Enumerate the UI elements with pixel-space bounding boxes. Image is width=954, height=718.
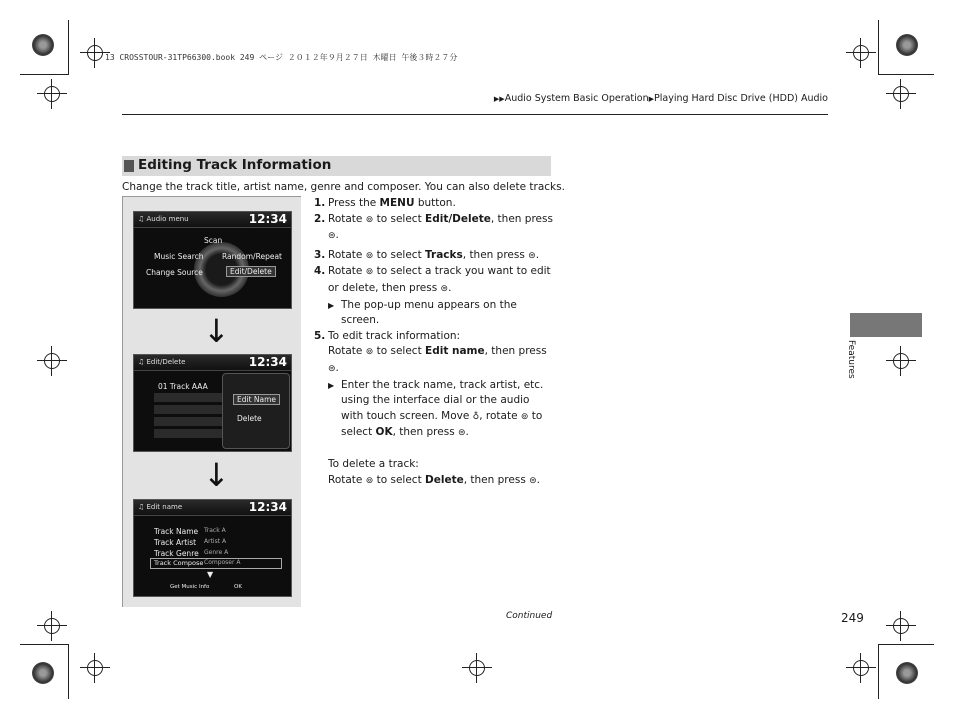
- crop-mark: [68, 644, 69, 699]
- rotate-dial-icon: ⊚: [365, 214, 374, 225]
- step-1: [314, 196, 554, 212]
- section-title: Editing Track Information: [138, 157, 332, 173]
- field-label-track-genre: Track Genre: [154, 549, 199, 558]
- screen-title: ♫ Edit/Delete: [138, 358, 186, 366]
- field-value-track-artist[interactable]: Artist A: [204, 538, 227, 545]
- rotate-dial-icon: ⊚: [365, 250, 374, 261]
- step-3: [314, 248, 554, 265]
- field-value-track-genre[interactable]: Genre A: [204, 549, 229, 556]
- screen-edit-name: [133, 499, 292, 597]
- step-text: .: [536, 473, 541, 486]
- step-text: to select: [373, 248, 426, 261]
- list-item[interactable]: [154, 417, 224, 426]
- note-text: .: [465, 426, 469, 439]
- step-text: Rotate: [328, 473, 366, 486]
- note-marker-icon: ▶: [328, 300, 335, 310]
- instruction-steps: [314, 196, 554, 489]
- figure-panel: [122, 196, 301, 607]
- section-marker-icon: [124, 160, 134, 172]
- registration-mark-icon: [893, 86, 909, 102]
- step-text: .: [535, 248, 540, 261]
- registration-mark-icon: [853, 660, 869, 676]
- crop-mark: [878, 20, 879, 75]
- screen-audio-menu: [133, 211, 292, 309]
- step-text: , then press: [484, 345, 547, 358]
- note-text: , rotate: [479, 409, 521, 422]
- rotate-dial-icon: ⊚: [365, 347, 374, 358]
- press-dial-icon: ⊜: [528, 250, 536, 261]
- step-text: .: [448, 281, 452, 294]
- popup-menu: [222, 373, 290, 449]
- color-target-icon: [896, 34, 918, 56]
- section-intro: Change the track title, artist name, genre and composer. You can also delete tracks.: [122, 181, 565, 193]
- step-text: to select a track you want to edit or delete, then press: [328, 265, 551, 294]
- option-label: Delete: [425, 473, 464, 486]
- section-heading: [122, 156, 551, 176]
- menu-option-change-source[interactable]: Change Source: [146, 268, 203, 277]
- list-item[interactable]: [154, 429, 224, 438]
- step-text: Rotate: [328, 345, 366, 358]
- option-label: Tracks: [425, 248, 463, 261]
- breadcrumb-arrows-icon: ▶▶: [493, 95, 505, 103]
- step-text: , then press: [463, 473, 530, 486]
- ok-button[interactable]: OK: [234, 584, 242, 590]
- registration-mark-icon: [893, 353, 909, 369]
- color-target-icon: [32, 662, 54, 684]
- registration-mark-icon: [44, 618, 60, 634]
- menu-option-edit-delete[interactable]: Edit/Delete: [226, 266, 276, 277]
- step-text: button.: [414, 197, 456, 209]
- page-number: 249: [841, 611, 864, 625]
- color-target-icon: [32, 34, 54, 56]
- step-5: [314, 329, 554, 378]
- step-text: To delete a track:: [328, 457, 419, 470]
- rotate-dial-icon: ⊚: [365, 475, 374, 486]
- option-label: OK: [375, 426, 393, 439]
- field-value-track-composer[interactable]: Composer A: [204, 559, 241, 566]
- registration-mark-icon: [893, 618, 909, 634]
- menu-option-scan[interactable]: Scan: [204, 236, 223, 245]
- note-text: Enter the track name, track artist, etc. using the interface dial or the audio with touch screen. Move: [341, 378, 544, 422]
- popup-item-delete[interactable]: Delete: [237, 414, 262, 423]
- chapter-label: Features: [846, 340, 856, 379]
- step-number: 1.: [314, 197, 326, 209]
- press-dial-icon: ⊜: [458, 428, 466, 439]
- color-target-icon: [896, 662, 918, 684]
- note-text: , then press: [392, 426, 458, 439]
- screen-clock: 12:34: [248, 500, 287, 514]
- registration-mark-icon: [44, 86, 60, 102]
- field-label-track-name: Track Name: [154, 527, 199, 536]
- scroll-down-icon[interactable]: ▼: [207, 570, 214, 579]
- registration-mark-icon: [87, 660, 103, 676]
- menu-button-label: MENU: [379, 197, 415, 209]
- chapter-tab[interactable]: [850, 313, 922, 337]
- step-2: [314, 212, 554, 245]
- press-dial-icon: ⊜: [440, 283, 449, 294]
- breadcrumb-item[interactable]: Playing Hard Disc Drive (HDD) Audio: [654, 93, 828, 104]
- option-label: Edit/Delete: [425, 212, 491, 225]
- rotate-dial-icon: ⊚: [365, 267, 374, 278]
- screen-clock: 12:34: [248, 212, 287, 226]
- option-label: Edit name: [425, 345, 485, 358]
- breadcrumb: [494, 93, 828, 104]
- crop-mark: [20, 644, 68, 645]
- field-label-track-composer: Track Compose: [154, 559, 204, 567]
- registration-mark-icon: [44, 353, 60, 369]
- step-text: Press the: [328, 197, 380, 209]
- list-item[interactable]: [154, 393, 224, 402]
- down-arrow-icon: ↓: [203, 456, 230, 494]
- step-text: Rotate: [328, 212, 366, 225]
- note-marker-icon: ▶: [328, 380, 335, 390]
- crop-mark: [20, 74, 68, 75]
- breadcrumb-separator-icon: ▶: [648, 95, 655, 103]
- delete-step: [314, 473, 554, 490]
- step-number: 3.: [314, 248, 326, 261]
- menu-option-music-search[interactable]: Music Search: [154, 252, 204, 261]
- screen-title: ♫ Edit name: [138, 503, 183, 511]
- step-5-note: [314, 378, 554, 442]
- track-row[interactable]: 01 Track AAA: [158, 382, 208, 391]
- down-arrow-icon: ↓: [203, 312, 230, 350]
- move-dial-icon: ♁: [472, 411, 480, 422]
- crop-mark: [878, 644, 934, 645]
- step-text: to select: [373, 345, 426, 358]
- menu-option-random-repeat[interactable]: Random/Repeat: [222, 252, 282, 261]
- step-text: Rotate: [328, 265, 366, 278]
- popup-item-edit-name[interactable]: Edit Name: [233, 394, 280, 405]
- step-text: .: [335, 361, 339, 374]
- step-text: to select: [373, 212, 426, 225]
- rotate-dial-icon: ⊚: [520, 411, 529, 422]
- field-value-track-name[interactable]: Track A: [204, 527, 226, 534]
- delete-intro: [314, 457, 554, 473]
- crop-mark: [68, 20, 69, 75]
- crop-mark: [878, 644, 879, 699]
- step-4: [314, 264, 554, 297]
- step-text: , then press: [490, 212, 553, 225]
- get-music-info-button[interactable]: Get Music Info: [170, 584, 210, 590]
- press-dial-icon: ⊜: [328, 231, 336, 242]
- continued-label: Continued: [506, 611, 553, 621]
- step-4-note: [314, 298, 554, 329]
- header-rule: [122, 114, 828, 115]
- registration-mark-icon: [87, 45, 103, 61]
- press-dial-icon: ⊜: [328, 363, 336, 374]
- registration-mark-icon: [853, 45, 869, 61]
- field-label-track-artist: Track Artist: [154, 538, 197, 547]
- step-number: 5.: [314, 329, 326, 342]
- registration-mark-icon: [469, 660, 485, 676]
- step-text: To edit track information:: [328, 329, 461, 342]
- breadcrumb-item[interactable]: Audio System Basic Operation: [504, 93, 649, 104]
- screen-title: ♫ Audio menu: [138, 215, 189, 223]
- print-header: 13 CROSSTOUR-31TP66300.book 249 ページ ２０１２年９月２７日 木曜日 午後３時２７分: [105, 53, 458, 62]
- list-item[interactable]: [154, 405, 224, 414]
- step-text: .: [335, 229, 339, 242]
- press-dial-icon: ⊜: [529, 475, 537, 486]
- screen-edit-delete: [133, 354, 292, 452]
- step-text: to select: [373, 473, 426, 486]
- step-text: , then press: [462, 248, 529, 261]
- step-text: Rotate: [328, 248, 366, 261]
- step-number: 4.: [314, 265, 326, 278]
- screen-clock: 12:34: [248, 355, 287, 369]
- crop-mark: [878, 74, 934, 75]
- note-text: to select: [341, 409, 543, 439]
- note-text: The pop-up menu appears on the screen.: [341, 298, 517, 327]
- step-number: 2.: [314, 212, 326, 225]
